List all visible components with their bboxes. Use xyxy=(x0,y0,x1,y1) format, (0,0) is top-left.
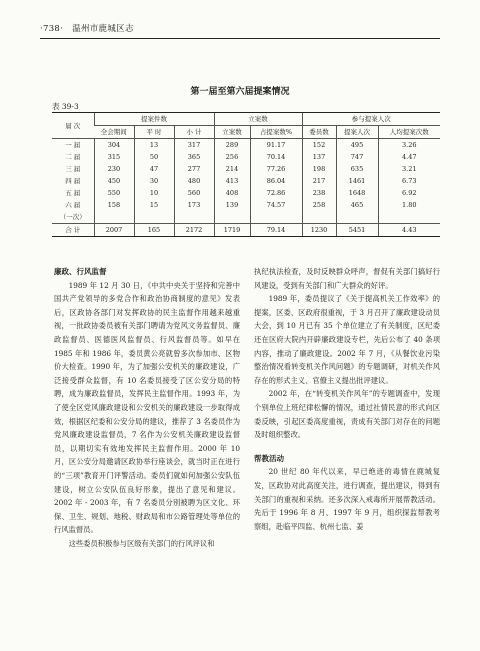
table-row xyxy=(52,163,440,175)
table-body xyxy=(52,139,440,237)
table-cell: 198 xyxy=(302,163,336,175)
table-cell: 139 xyxy=(214,199,250,211)
table-cell: 480 xyxy=(174,175,214,187)
table-cell: 315 xyxy=(94,151,134,163)
table-label: 表 39-3 xyxy=(52,102,79,111)
table-title: 第一届至第六届提案情况 xyxy=(190,87,290,97)
table-cell: 137 xyxy=(302,151,336,163)
table-cell: 13 xyxy=(134,139,174,152)
table-cell: 10 xyxy=(134,187,174,199)
paragraph: 2002 年，在“转变机关作风年”的专题调查中，发现个别单位上班纪律松懈的情况，通过社情民意的形式向区委反映，引起区委高度重视，责成有关部门对存在的问题及时组织整改。 xyxy=(254,389,440,440)
table-row xyxy=(52,175,440,187)
section-heading-integrity: 廉政、行风监督 xyxy=(54,267,107,276)
table-cell: 4.43 xyxy=(378,224,440,237)
table-cell xyxy=(302,211,336,224)
table-cell: 79.14 xyxy=(250,224,302,237)
table-cell: 550 xyxy=(94,187,134,199)
subheader-filed-count: 立案数 xyxy=(214,126,250,139)
table-row xyxy=(52,139,440,152)
table-cell: 4.47 xyxy=(378,151,440,163)
table-cell: 合 计 xyxy=(52,224,94,237)
subheader-filed-percent: 占提案数% xyxy=(250,126,302,139)
table-cell: 365 xyxy=(174,151,214,163)
table-cell: 256 xyxy=(214,151,250,163)
table-cell: 289 xyxy=(214,139,250,152)
subheader-average: 人均提案次数 xyxy=(378,126,440,139)
paragraph: 执纪执法检查，及时反映群众呼声，督促有关部门搞好行风建设，受到有关部门和广大群众的好评。 xyxy=(254,267,440,290)
table-cell: 258 xyxy=(302,199,336,211)
subheader-person-times: 提案人次 xyxy=(336,126,378,139)
table-cell: 50 xyxy=(134,151,174,163)
paragraph: 20 世纪 80 年代以来，早已绝迹的毒情在鹿城复发，区政协对此高度关注，进行调查，提出建议，得到有关部门的重视和采纳。还多次深入戒毒所开展帮教活动。先后于 1996 年 8 月、1997 年 9 月，组织探监帮教考察组，赴临平四监、杭州七监、姜 xyxy=(254,467,440,531)
table-cell: 465 xyxy=(336,199,378,211)
subheader-subtotal: 小 计 xyxy=(174,126,214,139)
left-column xyxy=(54,265,240,550)
table-cell: 217 xyxy=(302,175,336,187)
table-cell: 15 xyxy=(134,199,174,211)
table-row xyxy=(52,151,440,163)
table-cell: 四 届 xyxy=(65,177,81,185)
table-cell: 5451 xyxy=(336,224,378,237)
section-heading-assistance: 帮教活动 xyxy=(254,453,284,463)
header-participants: 参与提案人次 xyxy=(302,113,440,126)
table-cell: 214 xyxy=(214,163,250,175)
subheader-members: 委员数 xyxy=(302,126,336,139)
table-cell: 30 xyxy=(134,175,174,187)
table-cell: 304 xyxy=(94,139,134,152)
table-cell: 6.92 xyxy=(378,187,440,199)
table-cell: （一次） xyxy=(59,213,86,221)
table-cell xyxy=(174,211,214,224)
table-cell: 3.21 xyxy=(378,163,440,175)
table-row xyxy=(52,187,440,199)
proposal-stats-table xyxy=(52,112,440,237)
table-cell: 560 xyxy=(174,187,214,199)
subheader-regular: 平 时 xyxy=(134,126,174,139)
header-session: 届 次 xyxy=(52,113,94,139)
table-cell: 一 届 xyxy=(65,141,81,149)
table-cell: 450 xyxy=(94,175,134,187)
book-title: 温州市鹿城区志 xyxy=(72,24,134,34)
table-cell: 72.86 xyxy=(250,187,302,199)
table-total-row xyxy=(52,224,440,237)
table-cell: 495 xyxy=(336,139,378,152)
table-cell: 6.73 xyxy=(378,175,440,187)
table-cell: 317 xyxy=(174,139,214,152)
table-cell: 165 xyxy=(134,224,174,237)
table-cell: 47 xyxy=(134,163,174,175)
table-cell: 413 xyxy=(214,175,250,187)
table-cell: 2007 xyxy=(94,224,134,237)
table-cell: 1.80 xyxy=(378,199,440,211)
table-cell: 230 xyxy=(94,163,134,175)
table-cell: 91.17 xyxy=(250,139,302,152)
table-cell: 635 xyxy=(336,163,378,175)
table-cell xyxy=(378,211,440,224)
table-cell: 86.04 xyxy=(250,175,302,187)
header-rule xyxy=(40,38,440,39)
table-cell: 747 xyxy=(336,151,378,163)
page-number: ·738· xyxy=(40,24,64,34)
table-cell: 五 届 xyxy=(65,189,81,197)
header-proposal-count: 提案件数 xyxy=(94,113,214,126)
table-cell xyxy=(250,211,302,224)
table-cell: 77.26 xyxy=(250,163,302,175)
paragraph: 这些委员积极参与区级有关部门的行风评议和 xyxy=(68,538,215,548)
table-cell: 二 届 xyxy=(65,153,81,161)
table-row xyxy=(52,211,440,224)
table-cell xyxy=(94,211,134,224)
table-cell: 三 届 xyxy=(65,165,81,173)
table-cell: 1461 xyxy=(336,175,378,187)
right-column xyxy=(254,265,440,533)
table-cell xyxy=(134,211,174,224)
header-filed: 立案数 xyxy=(214,113,302,126)
table-cell: 238 xyxy=(302,187,336,199)
paragraph: 1989 年，委员提议了《关于提高机关工作效率》的提案，区委、区政府很重视，于 3 月召开了廉政建设动员大会，到 10 月已有 35 个单位建立了有关制度，区纪委还在区府大院内开辟廉政建设专栏，先后公布了 40 条项内容，推动了廉政建设。2002 年 7 月，《从餐饮业污染整治情况看转变机关作风问题》的专题调研，对机关作风存在的形式主义、官僚主义提出批评建议。 xyxy=(254,294,440,385)
table-row xyxy=(52,199,440,211)
table-cell: 1230 xyxy=(302,224,336,237)
table-cell: 408 xyxy=(214,187,250,199)
table-cell: 3.26 xyxy=(378,139,440,152)
table-cell: 1648 xyxy=(336,187,378,199)
table-cell: 158 xyxy=(94,199,134,211)
table-cell: 152 xyxy=(302,139,336,152)
running-header xyxy=(40,22,134,34)
table-cell: 173 xyxy=(174,199,214,211)
table-cell: 74.57 xyxy=(250,199,302,211)
table-cell xyxy=(336,211,378,224)
table-cell: 277 xyxy=(174,163,214,175)
table-cell xyxy=(214,211,250,224)
table-cell: 2172 xyxy=(174,224,214,237)
table-cell: 70.14 xyxy=(250,151,302,163)
table-cell: 六 届 xyxy=(65,201,81,209)
paragraph: 1989 年 12 月 30 日，《中共中央关于坚持和完善中国共产党领导的多党合作和政治协商制度的意见》发表后，区政协各部门对发挥政协的民主监督作用越来越重视，一批政协委员被有关部门聘请为党风文务监督员、廉政监督员、医德医风监督员、行风监督员等。如早在 1985 年和 1986 年，委员黄公亮就曾多次参加市、区物价大检查。1990 年，为了加强公安机关的廉政建设，广泛接受群众监督，有 10 名委员接受了区公安分局的特聘，成为廉政监督员，发挥民主监督作用。1993 年，为了使全区党风廉政建设和公安机关的廉政建设一步取得成效，根据区纪委和公安分局的建议，推荐了 3 名委员作为党风廉政建设监督员，7 名作为公安机关廉政建设监督员，以期切实有效地发挥民主监督作用。2000 年 10 月，区公安分局邀请区政协举行座谈会，就当时正在进行的“三项”教育开门评警活动。委员们就如何加强公安队伍建设，树立公安队伍良好形象，提出了意见和建议。2002 年 - 2003 年，有 7 名委员分别被聘为区文化、环保、卫生、规划、地税、财政局和市公路管理处等单位的行风监督员。 xyxy=(54,280,240,535)
table-cell: 1719 xyxy=(214,224,250,237)
subheader-plenary: 全会期间 xyxy=(94,126,134,139)
